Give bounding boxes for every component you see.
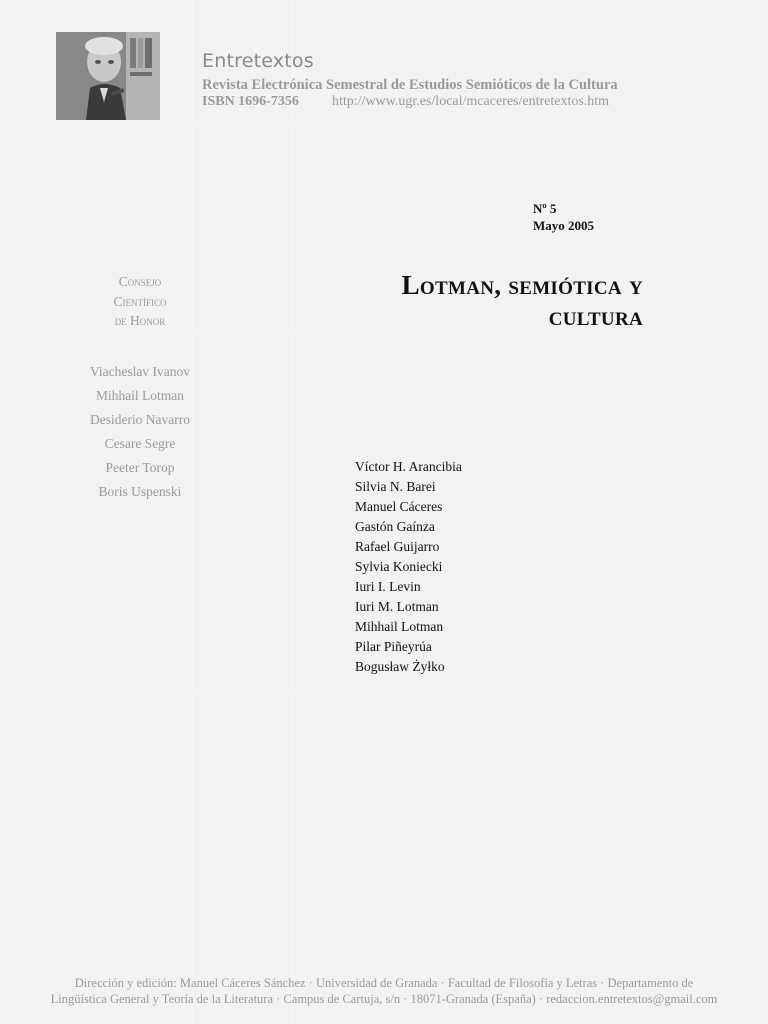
author-item: Gastón Gaínza	[355, 519, 435, 534]
author-item: Mihhail Lotman	[355, 619, 444, 634]
author-list	[355, 457, 462, 677]
author-item: Manuel Cáceres	[355, 499, 443, 514]
journal-name: Entretextos	[202, 50, 314, 72]
council-member-list	[60, 360, 220, 504]
issue-date: Mayo 2005	[533, 218, 595, 233]
council-heading-line: Científico	[113, 293, 167, 309]
council-heading	[60, 272, 220, 331]
journal-subtitle: Revista Electrónica Semestral de Estudios Semióticos de la Cultura	[202, 77, 618, 93]
author-item: Rafael Guijarro	[355, 539, 440, 554]
council-member: Mihhail Lotman	[95, 388, 185, 403]
grid-line	[690, 0, 691, 1024]
council-heading-line: Consejo	[118, 274, 162, 289]
grid-line	[0, 690, 768, 691]
page-footer	[0, 975, 768, 1007]
grid-line	[292, 0, 293, 1024]
author-item: Pilar Piñeyrúa	[355, 639, 432, 654]
author-item: Bogusław Żyłko	[355, 659, 445, 674]
header-photo	[56, 32, 160, 120]
issue-number: Nº 5	[533, 201, 557, 216]
grid-line	[0, 120, 768, 121]
council-member: Viacheslav Ivanov	[89, 364, 191, 379]
council-member: Desiderio Navarro	[89, 412, 191, 427]
author-item: Sylvia Koniecki	[355, 559, 443, 574]
issue-title-line: Lotman, semiótica y	[401, 270, 643, 300]
footer-line: Lingüística General y Teoría de la Literatura · Campus de Cartuja, s/n · 18071-Granada (España) · redaccion.entretextos@gmail.com	[50, 992, 718, 1006]
isbn: ISBN 1696-7356	[202, 94, 299, 109]
author-item: Iuri M. Lotman	[355, 599, 439, 614]
council-heading-line: de Honor	[114, 313, 166, 328]
issue-title	[323, 270, 643, 332]
grid-line	[192, 0, 193, 1024]
footer-line: Dirección y edición: Manuel Cáceres Sánchez · Universidad de Granada · Facultad de Filosofía y Letras · Departamento de	[74, 976, 694, 990]
portrait-image	[56, 32, 160, 120]
author-item: Víctor H. Arancibia	[355, 459, 462, 474]
council-member: Boris Uspenski	[98, 484, 182, 499]
council-member: Cesare Segre	[104, 436, 176, 451]
author-item: Silvia N. Barei	[355, 479, 436, 494]
author-item: Iuri I. Levin	[355, 579, 421, 594]
journal-url-link[interactable]: http://www.ugr.es/local/mcaceres/entretextos.htm	[332, 94, 610, 109]
issue-title-line: cultura	[548, 301, 643, 331]
council-member: Peeter Torop	[105, 460, 175, 475]
